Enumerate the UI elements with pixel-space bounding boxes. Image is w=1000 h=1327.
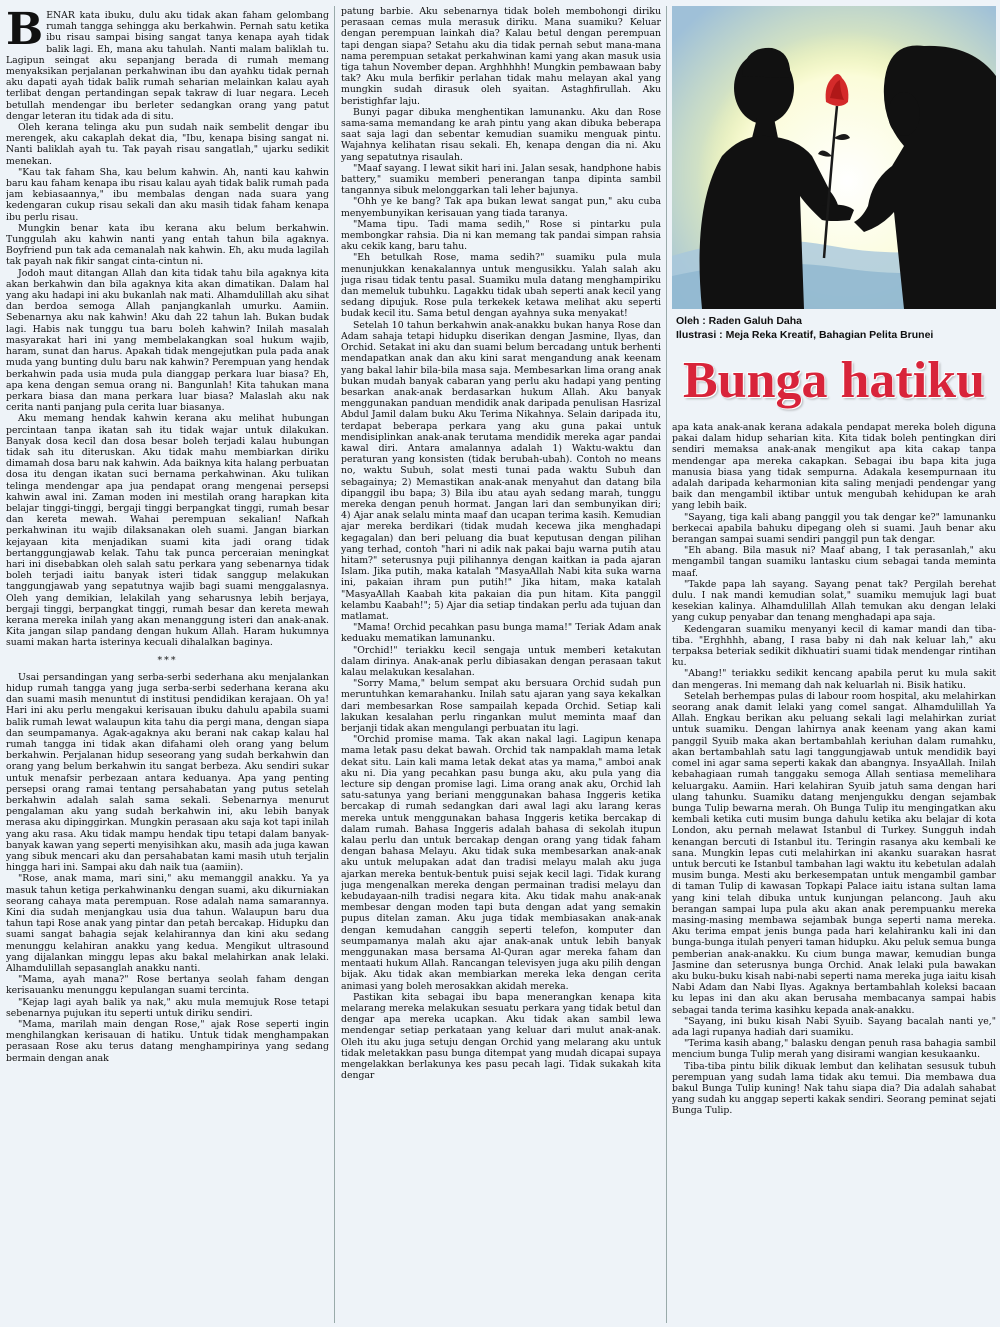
author-credit: Oleh : Raden Galuh Daha [676, 315, 803, 327]
paragraph: "Mama, ayah mana?" Rose bertanya seolah faham dengan kerisauanku menunggu kepulangan suami tercinta. [6, 974, 329, 997]
paragraph: "Eh betulkah Rose, mama sedih?" suamiku pula mula menunjukkan kenakalannya untuk mengusikku. Yalah salah aku juga risau tidak tentu pasal. Suamiku mula datang menghampiriku dan memeluk tubuhku. Lagakku tidak ubah seperti anak kecil yang sedang dipujuk. Rose pula terkekek ketawa melihat aku seperti budak kecil itu. Sama betul dengan ayahnya suka menyakat! [341, 252, 661, 320]
paragraph: "Sayang, ini buku kisah Nabi Syuib. Sayang bacalah nanti ye," ada lagi rupanya hadiah dari suamiku. [672, 1015, 996, 1038]
column-divider [666, 6, 667, 1323]
couple-silhouette-illustration [672, 6, 996, 309]
paragraph: Aku memang hendak kahwin kerana aku melihat hubungan percintaan tanpa ikatan sah itu tidak wajar untuk dilakukan. Banyak dosa kecil dan dosa besar boleh terjadi kalau hubungan tidak sah itu diteruskan. Aku tidak mahu membiarkan diriku dimamah dosa baru nak kahwin. Ada baiknya kita halang perbuatan dosa itu dengan ikatan suci bernama perkahwinan. Aku tulikan telinga mendengar apa jua pendapat orang mengenai persepsi kahwin awal ini. Zaman moden ini mestilah orang harapkan kita belajar tinggi-tinggi, bergaji tinggi berpangkat tinggi, rumah besar dan kereta mewah. Wahai perempuan sekalian! Nafkah perkahwinan itu wajib dilaksanakan oleh suami. Jangan biarkan kejayaan kita menjadikan suami kita jadi orang tidak bertanggungjawab kelak. Tahu tak punca perceraian meningkat hari ini disebabkan oleh salah satu perkara yang sebenarnya tidak boleh terjadi iaitu banyak isteri tidak sanggup melakukan tanggungjawab yang sepatutnya wajib bagi suami menggalasnya. Oleh yang demikian, lelakilah yang seharusnya lebih berjaya, bergaji tinggi, berpangkat tinggi, rumah besar dan kereta mewah kerana mereka inilah yang akan menanggung isteri dan anak-anak. Kita jangan silap pandang dengan hukum Allah. Haram hukumnya suami makan harta isterinya kecuali dihalalkan baginya. [6, 413, 329, 649]
story-title: Bunga hatiku [682, 352, 986, 409]
paragraph: "Orchid!" teriakku kecil sengaja untuk memberi ketakutan dalam dirinya. Anak-anak perlu dibiasakan dengan perasaan takut kalau melakukan kesalahan. [341, 644, 661, 678]
paragraph: Bunyi pagar dibuka menghentikan lamunanku. Aku dan Rose sama-sama memandang ke arah pintu yang akan dibuka beberapa saat saja lagi dan sebentar kemudian suamiku menguak pintu. Wajahnya kelihatan risau sekali. Eh, kenapa dengan dia ni. Aku yang sepatutnya risaulah. [341, 106, 661, 163]
paragraph: "Rose, anak mama, mari sini," aku memanggil anakku. Ya ya masuk tahun ketiga perkahwinanku dengan suami, aku dikurniakan seorang cahaya mata perempuan. Rose adalah nama samarannya. Kini dia sudah menjangkau usia dua tahun. Walaupun baru dua tahun tapi Rose anak yang pintar dan petah bercakap. Hidupku dan suami sangat bahagia sejak kelahirannya dan kini aku sedang menunggu kelahiran anakku yang kedua. Mengikut ultrasound yang dijalankan minggu lepas aku bakal melahirkan anak lelaki. Alhamdulillah sepasanglah anakku nanti. [6, 873, 329, 975]
illustrator-credit: Ilustrasi : Meja Reka Kreatif, Bahagian Pelita Brunei [676, 329, 934, 341]
paragraph: "Takde papa lah sayang. Sayang penat tak? Pergilah berehat dulu. I nak mandi kemudian solat," suamiku memujuk lagi buat kesekian kalinya. Alhamdulillah Allah temukan aku dengan lelaki yang cukup penyabar dan tenang menghadapi apa saja. [672, 578, 996, 624]
paragraph: "Kejap lagi ayah balik ya nak," aku mula memujuk Rose tetapi sebenarnya pujukan itu seperti untuk diriku sendiri. [6, 996, 329, 1019]
paragraph: "Mama tipu. Tadi mama sedih," Rose si pintarku pula membongkar rahsia. Dia ni kan memang tak pandai simpan rahsia aku cekik kang, baru tahu. [341, 218, 661, 253]
paragraph: "Ohh ye ke bang? Tak apa bukan lewat sangat pun," aku cuba menyembunyikan kerisauan yang tiada taranya. [341, 196, 661, 219]
paragraph: "Orchid promise mama. Tak akan nakal lagi. Lagipun kenapa mama letak pasu dekat bawah. Orchid tak nampaklah mama letak dekat situ. Lain kali mama letak dekat atas ya mama," amboi anak aku ni. Dia yang pecahkan pasu bunga aku, aku pula yang dia lecture sip dengan promise lagi. Lima orang anak aku, Orchid lah satu-satunya yang beriani menggunakan bahasa Inggeris ketika bercakap di rumah sedangkan dari awal lagi aku larang keras mereka untuk menggunakan bahasa Inggeris ketika bercakap di dalam rumah. Bahasa Inggeris adalah bahasa di sekolah itupun kalau perlu dan untuk bercakap dengan orang yang tidak faham dengan bahasa Melayu. Aku tidak suka membesarkan anak-anak aku untuk melupakan adat dan tradisi melayu malah aku juga ajarkan mereka bentuk-bentuk puisi sejak kecil lagi. Tidak kurang juga mengenalkan mereka dengan permainan tradisi melayu dan kebudayaan-nilh tradisi negara kita. Aku tidak mahu anak-anak membesar dengan moden tapi buta dengan adat yang semakin pupus ditelan zaman. Aku juga tidak membiasakan anak-anak dengan kemudahan canggih seperti telefon, komputer dan seumpamanya malah aku ajar anak-anak untuk lebih banyak menggunakan masa bersama Al-Quran agar mereka faham dan mentaati hukum Allah. Rancangan televisyen juga aku pilih dengan bijak. Aku tidak akan membiarkan mereka leka dengan cerita animasi yang boleh merosakkan akidah mereka. [341, 734, 661, 992]
paragraph: "Sayang, tiga kali abang panggil you tak dengar ke?" lamunanku berkecai apabila bahuku dipegang oleh si suami. Jauh benar aku berangan sampai suami sendiri panggil pun tak dengar. [672, 511, 996, 546]
paragraph: Oleh kerana telinga aku pun sudah naik sembelit dengar ibu merengek, aku cakaplah dekat dia, "Ibu, kenapa bising sangat ni. Nanti baliklah ayah tu. Tak payah risau sangatlah," ujarku sedikit menekan. [6, 122, 329, 167]
paragraph: Jodoh maut ditangan Allah dan kita tidak tahu bila agaknya kita akan berkahwin dan bila agaknya kita akan dimatikan. Dalam hal yang aku hadapi ini aku bukanlah nak mati. Alhamdulillah aku sihat dan berdoa semoga Allah panjangkanlah umurku. Aamiin. Sebenarnya aku nak kahwin! Aku dah 22 tahun lah. Bukan budak lagi. Habis nak tunggu tua baru boleh kahwin? Inilah masalah masyarakat hari ini yang membelakangkan soal hukum wajib, haram, sunat dan harus. Apakah tidak mengejutkan pula pada anak muda yang bunting dulu baru nak kahwin? Perempuan yang hendak berkahwin pada usia muda pula dianggap perkara luar biasa? Eh, apa kena dengan semua orang ni. Bangunlah! Kita tahukan mana perkara biasa dan mana perkara luar biasa? Malaslah aku nak cerita nanti panjang pula cerita luar biasanya. [6, 267, 329, 414]
column-divider [334, 6, 335, 1323]
story-column-3 [672, 422, 996, 1322]
paragraph: Usai persandingan yang serba-serbi sederhana aku menjalankan hidup rumah tangga yang juga serba-serbi sederhana kerana aku dan suami masih menuntut di institusi pendidikan kerajaan. Oh ya! Hari ini aku perlu mengakui kerisauan ibuku dahulu apabila suami balik rumah lewat walaupun kita tahu dia pergi mana, dengan siapa dan seumpamanya. Agak-agaknya aku berani nak cakap kalau hal rumah tangga ini tidak akan difahami oleh orang yang belum berkahwin. Perjalanan hidup seseorang yang sudah berkahwin dan orang yang belum berkahwin itu sangat berbeza. Aku sendiri sukar untuk menafsir perbezaan antara keduanya. Apa yang penting persepsi orang ramai tentang persahabatan yang putus setelah berkahwin adalah salah sama sekali. Sebenarnya menurut pengalaman aku yang sudah berkahwin ini, aku lebih banyak merasa aku dipinggirkan. Mungkin perasaan aku saja kot tapi inilah yang aku rasa. Aku tidak mampu hendak tipu tetapi dalam banyak-banyak kawan yang seperti menyisihkan aku, masih ada juga kawan yang sibuk mencari aku dan persahabatan kami masih utuh terjalin hingga hari ini. Sampai aku dah naik tua (aamiin). [6, 671, 329, 874]
paragraph: "Mama! Orchid pecahkan pasu bunga mama!" Teriak Adam anak keduaku mematikan lamunanku. [341, 622, 661, 645]
story-column-1 [6, 10, 329, 1322]
story-column-2 [341, 6, 661, 1322]
paragraph: Tiba-tiba pintu bilik dikuak lembut dan kelihatan sesusuk tubuh perempuan yang sudah lama tidak aku temui. Dia membawa dua bakul Bunga Tulip kuning! Nak tahu siapa dia? Dia adalah sahabat yang sudah ku anggap seperti kakak sendiri. Seorang peminat sejati Bunga Tulip. [672, 1060, 996, 1117]
paragraph: Setelah 10 tahun berkahwin anak-anakku bukan hanya Rose dan Adam sahaja tetapi hidupku diserikan dengan Jasmine, Ilyas, dan Orchid. Setakat ini aku dan suami belum bercadang untuk berhenti mendapatkan anak dan aku kini sarat mengandung anak keenam yang bakal lahir bila-bila masa saja. Membesarkan lima orang anak bukan mudah banyak cabaran yang perlu aku hadapi yang penting besarkan anak-anak berdasarkan hukum Allah. Aku banyak menggunakan panduan mendidik anak daripada penulisan Hasrizal Abdul Jamil dalam buku Aku Terima Nikahnya. Selain daripada itu, terdapat beberapa perkara yang aku guna pakai untuk mendisiplinkan anak-anak terutama mendidik mereka agar pandai kawal diri. Antara amalannya adalah 1) Waktu-waktu dan peraturan yang konsisten (tidak berubah-ubah). Contoh no means no, waktu Subuh, solat mesti tunai pada waktu Subuh dan sebagainya; 2) Memastikan anak-anak menyahut dan datang bila dipanggil ibu bapa; 3) Bila ibu atau ayah sedang marah, tunggu mereka dengan penuh hormat. Jangan lari dan sembunyikan diri; 4) Ajar anak selalu minta maaf dan ucapan terima kasih. Kemudian ajar mereka berdikari (tidak mudah kecewa jika menghadapi kegagalan) dan beri peluang dia buat keputusan dengan pilihan yang terhad, contoh "hari ni adik nak pakai baju warna putih atau hitam?" seterusnya puji pilihannya dengan kaitkan ia pada ajaran Islam. Jika putih, maka katalah "MasyaAllah Nabi kita suka warna ini, pakaian ihram pun putih!" Jika hitam, maka katalah "MasyaAllah Kaabah kita pakaian dia pun hitam. Kita panggil kelambu Kaabah!"; 5) Ajar dia setiap tindakan perlu ada tujuan dan matlamat. [341, 319, 661, 622]
paragraph: "Mama, marilah main dengan Rose," ajak Rose seperti ingin menghilangkan kerisauan di hatiku. Untuk tidak menghampakan perasaan Rose aku terus datang menghampirinya yang sedang bermain dengan anak [6, 1019, 329, 1064]
paragraph: ENAR kata ibuku, dulu aku tidak akan faham gelombang rumah tangga sehingga aku berkahwin. Pernah satu ketika ibu risau sampai bising sangat tanya kenapa ayah tidak balik lagi. Eh, mana aku tahulah. Nanti malam baliklah tu. Lagipun seingat aku sepanjang berada di rumah memang menyaksikan perjalanan perkahwinan ibu dan ayahku tidak pernah aku dapati ayah tidak balik rumah seharian melainkan kalau ayah terlibat dengan pertandingan sepak takraw di luar negara. Leceh betullah mendengar ibu berleter sedangkan orang yang patut dengar leteran itu tidak ada di situ. [6, 10, 329, 122]
paragraph: Pastikan kita sebagai ibu bapa menerangkan kenapa kita melarang mereka melakukan sesuatu perkara yang tidak betul dan dengar apa mereka ucapkan. Aku tidak akan sambil lewa mendengar setiap perkataan yang keluar dari mulut anak-anak. Oleh itu aku juga setuju dengan Orchid yang melarang aku untuk tidak meletakkan pasu bunga ditempat yang mudah dicapai supaya mengelakkan berlakunya kes pasu pecah lagi. Tidak sukakah kita dengar [341, 991, 661, 1082]
byline [676, 314, 994, 342]
paragraph: Mungkin benar kata ibu kerana aku belum berkahwin. Tunggulah aku kahwin nanti yang entah tahun bila agaknya. Boyfriend pun tak ada cemanalah nak kahwin. Eh, aku muda lagilah tak payah nak fikir sangat cinta-cintun ni. [6, 222, 329, 268]
section-separator: *** [157, 654, 178, 666]
paragraph: patung barbie. Aku sebenarnya tidak boleh membohongi diriku perasaan cemas mula merasuk diriku. Mana suamiku? Keluar dengan perempuan lainkah dia? Kalau betul dengan perempuan tapi dengan siapa? Setahu aku dia tidak pernah sebut mana-mana nama perempuan setakat perkahwinan kami yang akan masuk usia tiga tahun November depan. Arghhhhh! Mungkin pembawaan baby tak? Aku mula berfikir perlahan tidak mahu melayan akal yang mungkin sudah dirasuk oleh syaitan. Astaghfirullah. Aku beristighfar laju. [341, 6, 661, 107]
drop-cap: B [6, 10, 44, 55]
paragraph: "Terima kasih abang," balasku dengan penuh rasa bahagia sambil mencium bunga Tulip merah yang disirami wangian kesukaanku. [672, 1038, 996, 1061]
paragraph: apa kata anak-anak kerana adakala pendapat mereka boleh diguna pakai dalam hidup seharian kita. Kita tidak boleh pentingkan diri sendiri memaksa anak-anak mengikut apa kita cakap tanpa mendengar apa mereka cakapkan. Sebagai ibu bapa kita juga manusia biasa yang tidak sempurna. Adakala kesempurnaan itu adalah daripada keharmonian kita saling menjadi pendengar yang baik dan mengambil iktibar untuk mengubah kehidupan ke arah yang lebih baik. [672, 422, 996, 512]
paragraph: "Abang!" teriakku sedikit kencang apabila perut ku mula sakit dan mengeras. Ini memang dah nak keluarlah ni. Bisik hatiku. [672, 668, 996, 691]
paragraph: "Eh abang. Bila masuk ni? Maaf abang, I tak perasanlah," aku mengambil tangan suamiku lantasku cium sebagai tanda meminta maaf. [672, 545, 996, 579]
paragraph: "Sorry Mama," belum sempat aku bersuara Orchid sudah pun meruntuhkan kemarahanku. Inilah satu ajaran yang saya kekalkan dari membesarkan Rose sampailah kepada Orchid. Setiap kali lakukan kesalahan perlu ringankan mulut meminta maaf dan berjanji tidak akan mengulangi perbuatan itu lagi. [341, 678, 661, 734]
paragraph: Kedengaran suamiku menyanyi kecil di kamar mandi dan tiba-tiba. "Erghhhh, abang, I rasa baby ni dah nak keluar lah," aku terpaksa beteriak sedikit dikhuatiri suami tidak mendengar rintihan ku. [672, 623, 996, 669]
illustration [672, 6, 996, 309]
paragraph: Setelah berhempas pulas di labour room hospital, aku melahirkan seorang anak damit lelaki yang comel sangat. Alhamdulillah Ya Allah. Engkau berikan aku peluang sekali lagi melahirkan zuriat untuk suamiku. Dengan lahirnya anak keenam yang akan kami panggil Syuib maka akan bertambahlah keriuhan dalam rumahku, akan bertambahlah satu lagi tanggungjawab untuk mendidik bayi comel ini agar sama seperti kakak dan abangnya. InsyaAllah. Inilah kebahagiaan rumah tanggaku semoga Allah sentiasa memelihara keluargaku. Aamiin. Hari kelahiran Syuib jatuh sama dengan hari ulang tahunku. Suamiku datang menjengukku dengan sejambak bunga Tulip bewarna merah. Oh Bunga Tulip itu mengingatkan aku kembali ketika cuti musim bunga dahulu ketika aku belajar di kota London, aku pernah melawat Istanbul di Turkey. Sungguh indah kenangan bercuti di Istanbul itu. Teringin rasanya aku kembali ke sana. Mungkin lepas cuti melahirkan ini akanku suarakan hasrat untuk bercuti ke Istanbul tambahan lagi waktu itu kebetulan adalah musim bunga. Mesti aku berkesempatan untuk mengambil gambar di taman Tulip di kawasan Topkapi Palace iaitu istana sultan lama yang kini telah dibuka untuk kunjungan pelancong. Jauh aku berangan sampai lupa pula aku akan anak perempuanku mereka masing-masing membawa sejambak bunga seperti nama mereka. Aku terima empat jenis bunga pada hari kelahiranku kali ini dan bunga-bunga itulah penyeri taman hidupku. Aku peluk semua bunga pemberian anak-anakku. Ku cium bunga mawar, kemudian bunga Jasmine dan seterusnya bunga Orchid. Anak lelaki pula bawakan aku buku-buku kisah nabi-nabi seperti nama mereka juga iaitu kisah Nabi Adam dan Nabi Ilyas. Agaknya bertambahlah koleksi bacaan ku lepas ini dan aku akan berusaha membacanya sampai habis sebagai tanda terima kasihku kepada anak-anakku. [672, 690, 996, 1016]
paragraph: "Maaf sayang. I lewat sikit hari ini. Jalan sesak, handphone habis battery," suamiku memberi penerangan tanpa dipinta sambil tangannya sibuk melonggarkan tali leher bajunya. [341, 162, 661, 197]
paragraph: "Kau tak faham Sha, kau belum kahwin. Ah, nanti kau kahwin baru kau faham kenapa ibu risau kalau ayah tidak balik rumah pada jam kebiasaannya," ibu membalas dengan nada suara yang kedengaran cukup risau sekali dan aku masih tidak faham kenapa ibu perlu risau. [6, 166, 329, 223]
